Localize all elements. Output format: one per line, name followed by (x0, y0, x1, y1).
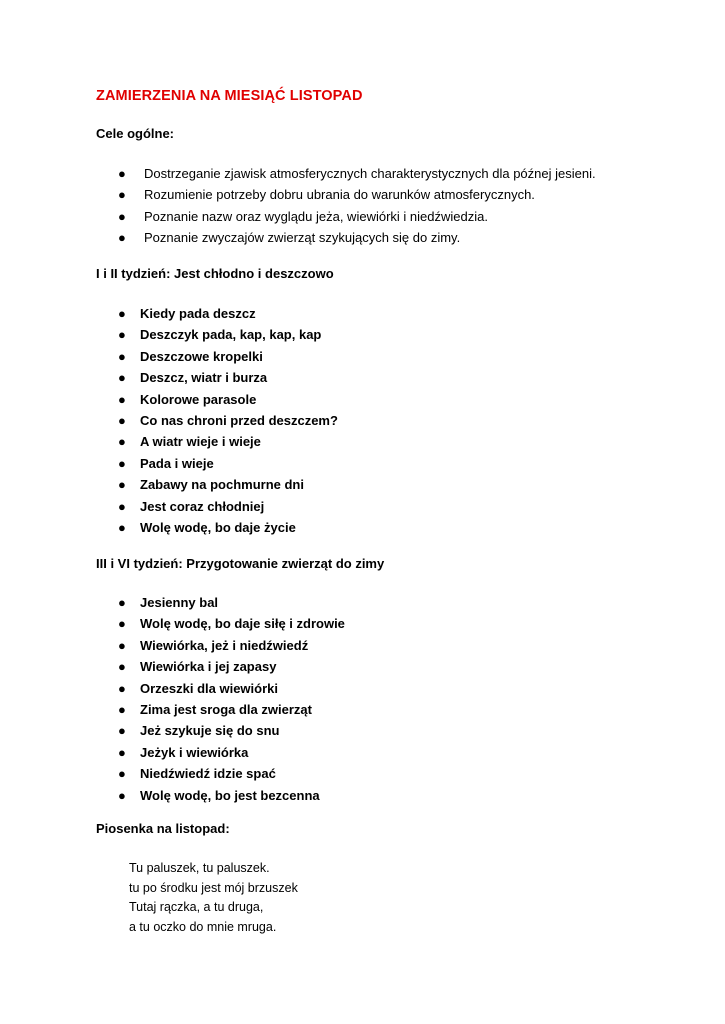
bullet-icon: ● (118, 616, 126, 632)
list-item-text: Pada i wieje (140, 455, 214, 471)
bullet-icon: ● (118, 230, 126, 246)
list-item-text: Wolę wodę, bo jest bezcenna (140, 787, 320, 803)
list-item-text: Zabawy na pochmurne dni (140, 477, 304, 493)
list-item-text: Niedźwiedź idzie spać (140, 766, 276, 782)
bullet-icon: ● (118, 348, 126, 364)
bullet-icon: ● (118, 477, 126, 493)
list-item-text: Wolę wodę, bo daje życie (140, 519, 296, 535)
bullet-icon: ● (118, 595, 126, 610)
list-item-text: Rozumienie potrzeby dobru ubrania do warunków atmosferycznych. (144, 187, 535, 203)
list-item-text: Dostrzeganie zjawisk atmosferycznych charakterystycznych dla późnej jesieni. (144, 166, 596, 181)
song-line: tu po środku jest mój brzuszek (129, 880, 298, 895)
list-item-text: Wiewiórka, jeż i niedźwiedź (140, 637, 309, 653)
list-item-text: Wolę wodę, bo daje siłę i zdrowie (140, 616, 345, 632)
bullet-icon: ● (118, 166, 126, 181)
song-lyrics (129, 859, 298, 937)
week1-heading: I i II tydzień: Jest chłodno i deszczowo (96, 266, 334, 281)
list-item-text: Deszcz, wiatr i burza (140, 370, 268, 386)
list-item-text: Jesienny bal (140, 595, 219, 610)
bullet-icon: ● (118, 787, 126, 803)
bullet-icon: ● (118, 766, 126, 782)
bullet-icon: ● (118, 723, 126, 739)
song-heading: Piosenka na listopad: (96, 821, 230, 836)
bullet-icon: ● (118, 498, 126, 514)
list-item-text: Jest coraz chłodniej (140, 498, 265, 514)
bullet-icon: ● (118, 680, 126, 696)
bullet-icon: ● (118, 659, 126, 675)
list-item-text: Zima jest sroga dla zwierząt (140, 701, 312, 717)
bullet-icon: ● (118, 519, 126, 535)
bullet-icon: ● (118, 434, 126, 450)
list-item-text: Deszczowe kropelki (140, 348, 263, 364)
list-item-text: Deszczyk pada, kap, kap, kap (140, 327, 322, 343)
bullet-icon: ● (118, 744, 126, 760)
goals-heading: Cele ogólne: (96, 126, 175, 141)
list-item-text: Kolorowe parasole (140, 391, 257, 407)
bullet-icon: ● (118, 187, 126, 203)
list-item-text: A wiatr wieje i wieje (140, 434, 261, 450)
list-item-text: Kiedy pada deszcz (140, 306, 256, 321)
bullet-icon: ● (118, 327, 126, 343)
list-item-text: Wiewiórka i jej zapasy (140, 659, 277, 675)
list-item-text: Orzeszki dla wiewiórki (140, 680, 278, 696)
bullet-icon: ● (118, 208, 126, 224)
bullet-icon: ● (118, 637, 126, 653)
list-item-text: Co nas chroni przed deszczem? (140, 412, 338, 428)
list-item-text: Jeż szykuje się do snu (140, 723, 280, 739)
song-line: Tu paluszek, tu paluszek. (129, 861, 270, 875)
week3-heading: III i VI tydzień: Przygotowanie zwierząt do zimy (96, 556, 385, 571)
bullet-icon: ● (118, 391, 126, 407)
bullet-icon: ● (118, 306, 126, 321)
list-item-text: Jeżyk i wiewiórka (140, 744, 249, 760)
bullet-icon: ● (118, 455, 126, 471)
bullet-icon: ● (118, 701, 126, 717)
song-line: a tu oczko do mnie mruga. (129, 919, 277, 934)
list-item-text: Poznanie zwyczajów zwierząt szykujących się do zimy. (144, 230, 461, 246)
song-line: Tutaj rączka, a tu druga, (129, 900, 264, 915)
list-item-text: Poznanie nazw oraz wyglądu jeża, wiewiórki i niedźwiedzia. (144, 208, 488, 224)
bullet-icon: ● (118, 412, 126, 428)
page-title: ZAMIERZENIA NA MIESIĄĆ LISTOPAD (96, 88, 363, 104)
bullet-icon: ● (118, 370, 126, 386)
